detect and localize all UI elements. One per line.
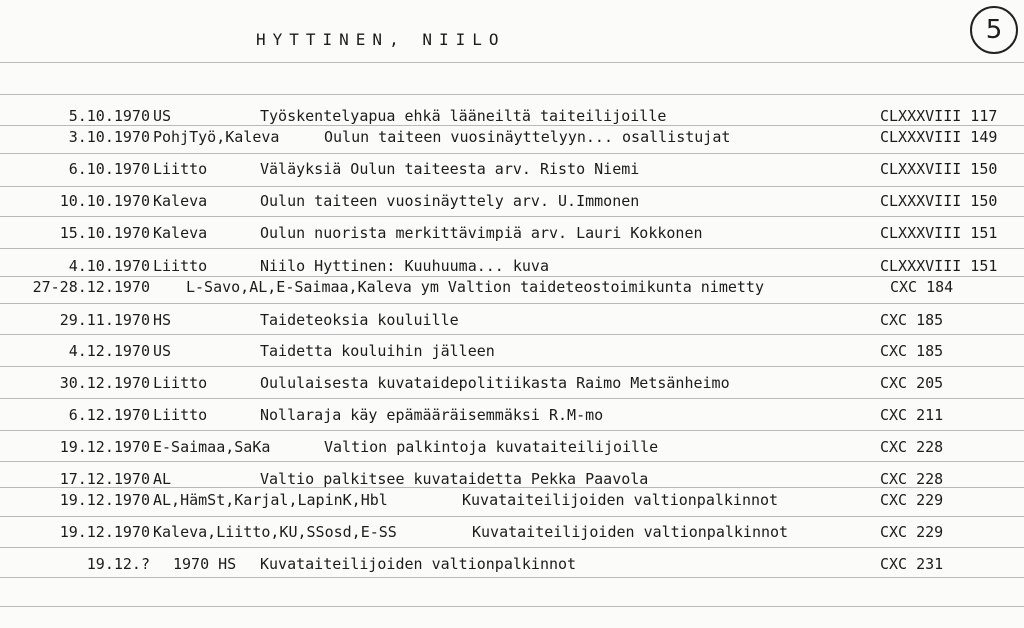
row-source: 1970 HS bbox=[173, 555, 237, 573]
row-source: Kaleva,Liitto,KU,SSosd,E-SS bbox=[153, 523, 397, 541]
row-ref: CXC 211 bbox=[880, 406, 944, 424]
row-source: L-Savo,AL,E-Saimaa,Kaleva ym Valtion taideteostoimikunta nimetty bbox=[186, 278, 764, 296]
row-date: 19.12.? bbox=[86, 555, 150, 573]
row-ref: CXC 184 bbox=[890, 278, 954, 296]
row-title: Nollaraja käy epämääräisemmäksi R.M-mo bbox=[260, 406, 604, 424]
row-ref: CXC 185 bbox=[880, 311, 944, 329]
divider bbox=[0, 216, 1024, 217]
row-title: Valtio palkitsee kuvataidetta Pekka Paavola bbox=[260, 470, 649, 488]
row-date: 30.12.1970 bbox=[59, 374, 150, 392]
row-date: 6.12.1970 bbox=[68, 406, 150, 424]
row-title: Kuvataiteilijoiden valtionpalkinnot bbox=[260, 555, 577, 573]
row-date: 4.10.1970 bbox=[68, 257, 150, 275]
row-title: Oulun taiteen vuosinäyttelyyn... osallistujat bbox=[324, 128, 731, 146]
divider bbox=[0, 334, 1024, 335]
row-date: 19.12.1970 bbox=[59, 491, 150, 509]
row-source: HS bbox=[153, 311, 172, 329]
row-source: Liitto bbox=[153, 257, 208, 275]
row-ref: CLXXXVIII 151 bbox=[880, 257, 998, 275]
divider bbox=[0, 94, 1024, 95]
row-title: Kuvataiteilijoiden valtionpalkinnot bbox=[472, 523, 789, 541]
row-ref: CXC 229 bbox=[880, 523, 944, 541]
row-ref: CXC 229 bbox=[880, 491, 944, 509]
row-source: AL bbox=[153, 470, 172, 488]
row-ref: CXC 231 bbox=[880, 555, 944, 573]
row-source: PohjTyö,Kaleva bbox=[153, 128, 280, 146]
row-ref: CLXXXVIII 149 bbox=[880, 128, 998, 146]
divider bbox=[0, 153, 1024, 154]
page-number-circle: 5 bbox=[970, 6, 1018, 54]
row-date: 6.10.1970 bbox=[68, 160, 150, 178]
table-row bbox=[0, 468, 1024, 490]
row-date: 5.10.1970 bbox=[68, 107, 150, 125]
row-source: Kaleva bbox=[153, 192, 208, 210]
row-ref: CXC 205 bbox=[880, 374, 944, 392]
divider bbox=[0, 398, 1024, 399]
divider bbox=[0, 461, 1024, 462]
row-source: Liitto bbox=[153, 374, 208, 392]
row-ref: CLXXXVIII 150 bbox=[880, 160, 998, 178]
table-row bbox=[0, 105, 1024, 127]
row-title: Taidetta kouluihin jälleen bbox=[260, 342, 495, 360]
table-row bbox=[0, 340, 1024, 362]
row-date: 4.12.1970 bbox=[68, 342, 150, 360]
divider bbox=[0, 366, 1024, 367]
row-ref: CLXXXVIII 151 bbox=[880, 224, 998, 242]
row-title: Työskentelyapua ehkä lääneiltä taiteilijoille bbox=[260, 107, 667, 125]
row-source: Liitto bbox=[153, 406, 208, 424]
row-date: 15.10.1970 bbox=[59, 224, 150, 242]
divider bbox=[0, 186, 1024, 187]
table-row bbox=[0, 553, 1024, 575]
row-source: E-Saimaa,SaKa bbox=[153, 438, 271, 456]
divider bbox=[0, 516, 1024, 517]
row-ref: CXC 185 bbox=[880, 342, 944, 360]
table-row bbox=[0, 158, 1024, 180]
divider bbox=[0, 577, 1024, 578]
row-date: 17.12.1970 bbox=[59, 470, 150, 488]
row-date: 19.12.1970 bbox=[59, 523, 150, 541]
row-title: Valtion palkintoja kuvataiteilijoille bbox=[324, 438, 659, 456]
row-source: Kaleva bbox=[153, 224, 208, 242]
table-row bbox=[0, 309, 1024, 331]
table-row bbox=[0, 126, 1024, 148]
divider bbox=[0, 248, 1024, 249]
row-source: Liitto bbox=[153, 160, 208, 178]
row-date: 19.12.1970 bbox=[59, 438, 150, 456]
divider bbox=[0, 547, 1024, 548]
row-title: Väläyksiä Oulun taiteesta arv. Risto Niemi bbox=[260, 160, 640, 178]
row-source: AL,HämSt,Karjal,LapinK,Hbl bbox=[153, 491, 388, 509]
row-ref: CLXXXVIII 117 bbox=[880, 107, 998, 125]
table-row bbox=[0, 372, 1024, 394]
row-title: Taideteoksia kouluille bbox=[260, 311, 459, 329]
table-row bbox=[0, 222, 1024, 244]
row-ref: CXC 228 bbox=[880, 470, 944, 488]
table-row bbox=[0, 521, 1024, 543]
row-date: 29.11.1970 bbox=[59, 311, 150, 329]
table-row bbox=[0, 489, 1024, 511]
row-source: US bbox=[153, 342, 172, 360]
divider bbox=[0, 430, 1024, 431]
row-ref: CLXXXVIII 150 bbox=[880, 192, 998, 210]
table-row bbox=[0, 190, 1024, 212]
table-row bbox=[0, 255, 1024, 277]
table-row bbox=[0, 436, 1024, 458]
divider bbox=[0, 303, 1024, 304]
row-date: 10.10.1970 bbox=[59, 192, 150, 210]
row-date: 3.10.1970 bbox=[68, 128, 150, 146]
row-source: US bbox=[153, 107, 172, 125]
card-header-name: HYTTINEN, NIILO bbox=[256, 30, 506, 49]
row-date: 27-28.12.1970 bbox=[32, 278, 150, 296]
row-title: Niilo Hyttinen: Kuuhuuma... kuva bbox=[260, 257, 549, 275]
divider bbox=[0, 62, 1024, 63]
row-title: Oululaisesta kuvataidepolitiikasta Raimo Metsänheimo bbox=[260, 374, 730, 392]
divider bbox=[0, 606, 1024, 607]
row-ref: CXC 228 bbox=[880, 438, 944, 456]
table-row bbox=[0, 276, 1024, 298]
row-title: Oulun taiteen vuosinäyttely arv. U.Immonen bbox=[260, 192, 640, 210]
row-title: Oulun nuorista merkittävimpiä arv. Lauri Kokkonen bbox=[260, 224, 703, 242]
table-row bbox=[0, 404, 1024, 426]
row-title: Kuvataiteilijoiden valtionpalkinnot bbox=[462, 491, 779, 509]
